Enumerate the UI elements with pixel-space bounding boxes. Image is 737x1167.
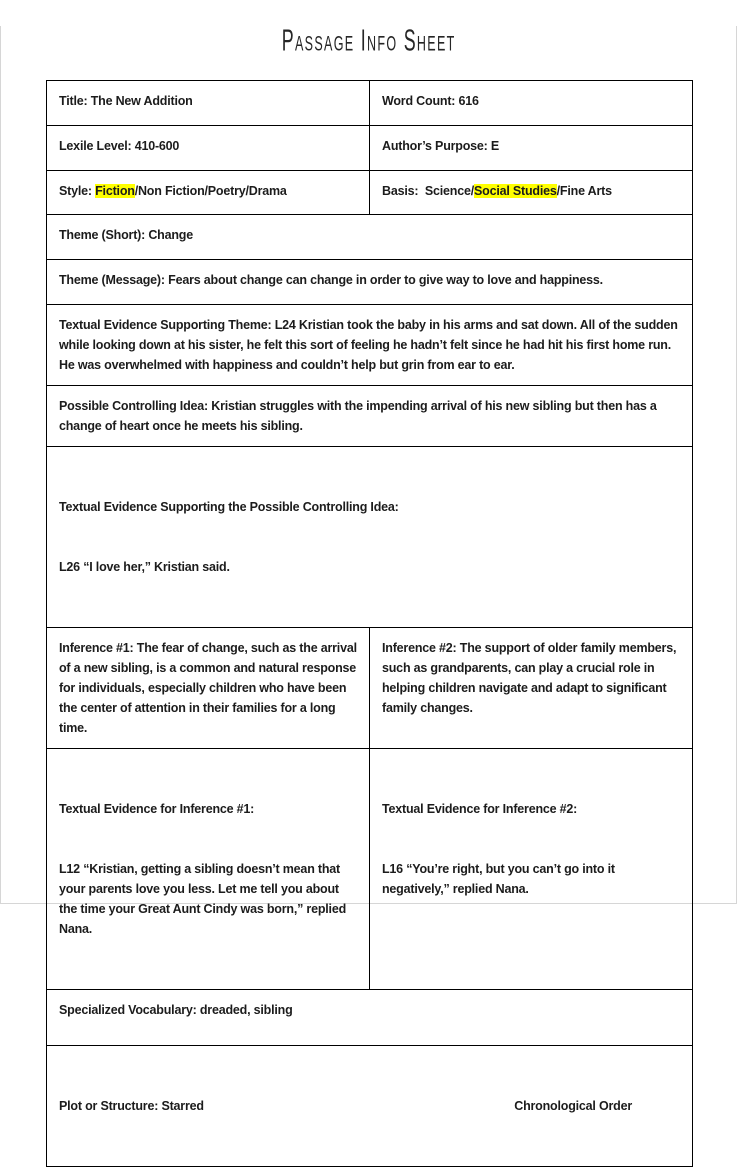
evidence-inference-1-cell: [47, 749, 370, 990]
textual-evidence-pci-cell: [47, 447, 693, 628]
table-row: [47, 628, 693, 749]
theme-short-cell: Theme (Short): Change: [47, 215, 693, 260]
table-row: [47, 260, 693, 305]
style-highlighted-value: Fiction: [95, 184, 135, 198]
passage-info-table: [46, 80, 693, 1167]
title-cell: Title: The New Addition: [47, 81, 370, 126]
authors-purpose-cell: Author’s Purpose: E: [370, 126, 693, 171]
chronological-order-value: Chronological Order: [514, 1099, 632, 1113]
possible-controlling-idea-cell: Possible Controlling Idea: Kristian struggles with the impending arrival of his new sibling but then has a change of heart once he meets his sibling.: [47, 386, 693, 447]
page-title-container: [1, 23, 736, 76]
evidence-inference-1-label: Textual Evidence for Inference #1:: [59, 802, 255, 816]
table-row: [47, 305, 693, 386]
style-options: /Non Fiction/Poetry/Drama: [134, 184, 287, 198]
basis-options: /Fine Arts: [556, 184, 612, 198]
evidence-inference-2-quote: L16 “You’re right, but you can’t go into it negatively,” replied Nana.: [382, 862, 619, 896]
table-row: [47, 1046, 693, 1167]
table-row: [47, 749, 693, 990]
page-title: Passage Info Sheet: [281, 23, 456, 58]
inference-2-cell: Inference #2: The support of older family members, such as grandparents, can play a crucial role in helping children navigate and adapt to significant family changes.: [370, 628, 693, 749]
evidence-inference-1-quote: L12 “Kristian, getting a sibling doesn’t mean that your parents love you less. Let me tell you about the time your Great Aunt Cindy was born,” replied Nana.: [59, 862, 350, 936]
table-row: [47, 126, 693, 171]
inference-1-cell: Inference #1: The fear of change, such as the arrival of a new sibling, is a common and natural response for individuals, especially children who have been the center of attention in their families for a long time.: [47, 628, 370, 749]
table-row: [47, 81, 693, 126]
table-row: [47, 386, 693, 447]
basis-label: Basis: Science/: [382, 184, 474, 198]
textual-evidence-theme-cell: Textual Evidence Supporting Theme: L24 Kristian took the baby in his arms and sat down. All of the sudden while looking down at his sister, he felt this sort of feeling he hadn’t felt since he had hit his first home run. He was overwhelmed with happiness and couldn’t help but grin from ear to ear.: [47, 305, 693, 386]
table-row: [47, 171, 693, 215]
table-row: [47, 990, 693, 1046]
table-row: [47, 447, 693, 628]
word-count-cell: Word Count: 616: [370, 81, 693, 126]
evidence-inference-2-cell: [370, 749, 693, 990]
textual-evidence-pci-label: Textual Evidence Supporting the Possible Controlling Idea:: [59, 500, 399, 514]
specialized-vocabulary-cell: Specialized Vocabulary: dreaded, sibling: [47, 990, 693, 1046]
basis-cell: [370, 171, 693, 215]
textual-evidence-pci-quote: L26 “I love her,” Kristian said.: [59, 560, 230, 574]
plot-or-structure-cell: [47, 1046, 693, 1167]
style-cell: [47, 171, 370, 215]
plot-or-structure-value: Plot or Structure: Starred: [59, 1099, 204, 1113]
lexile-level-cell: Lexile Level: 410-600: [47, 126, 370, 171]
table-row: [47, 215, 693, 260]
document-page: [0, 23, 737, 1113]
theme-message-cell: Theme (Message): Fears about change can change in order to give way to love and happiness.: [47, 260, 693, 305]
basis-highlighted-value: Social Studies: [474, 184, 557, 198]
style-label: Style:: [59, 184, 96, 198]
evidence-inference-2-label: Textual Evidence for Inference #2:: [382, 802, 578, 816]
